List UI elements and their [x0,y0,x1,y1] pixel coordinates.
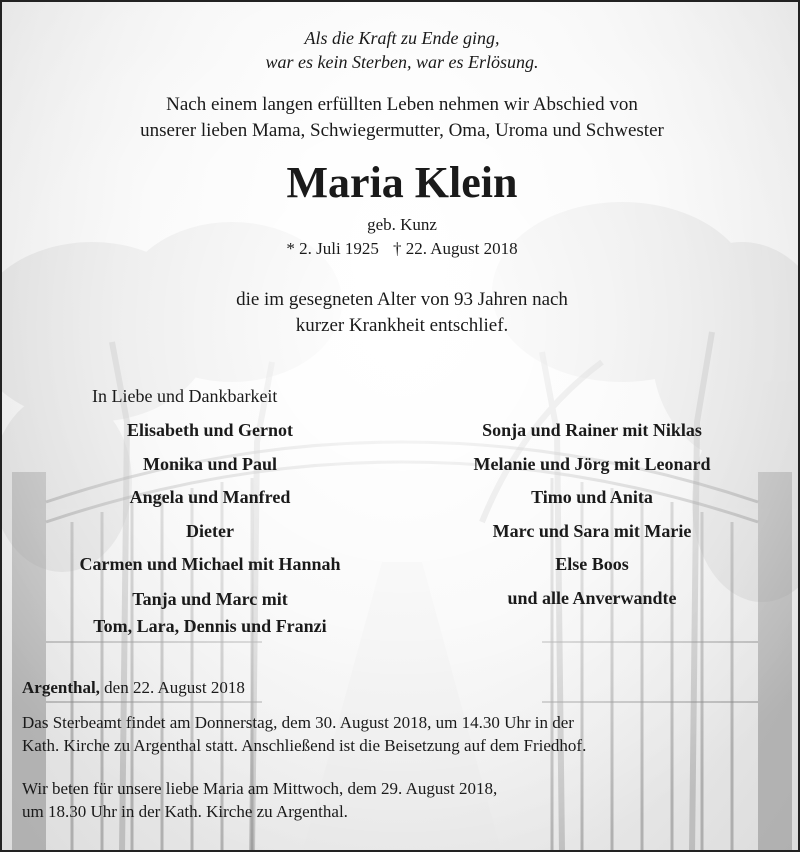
age-line: kurzer Krankheit entschlief. [295,315,509,336]
intro-line: unserer lieben Mama, Schwiegermutter, Oma, Uroma und Schwester [140,120,664,141]
death-date: † 22. August 2018 [392,239,518,258]
mourners-right-column [402,414,782,615]
service-line: Kath. Kirche zu Argenthal statt. Anschließend ist die Beisetzung auf dem Friedhof. [22,736,587,755]
notice-date: den 22. August 2018 [99,678,245,697]
mourner-entry: Timo und Anita [531,487,653,507]
life-dates [2,238,800,260]
mourner-entry: Dieter [186,520,234,541]
mourner-entry-line: Tom, Lara, Dennis und Franzi [93,615,327,636]
intro-text [2,92,800,144]
mourner-entry: Sonja und Rainer mit Niklas [482,420,702,440]
mourner-entry: Elisabeth und Gernot [126,420,294,440]
intro-line: Nach einem langen erfüllten Leben nehmen wir Abschied von [166,94,638,115]
prayer-info [22,777,782,823]
service-info [22,711,782,757]
prayer-line: um 18.30 Uhr in der Kath. Kirche zu Argenthal. [22,802,348,821]
service-line: Das Sterbeamt findet am Donnerstag, dem 30. August 2018, um 14.30 Uhr in der [22,713,574,732]
mourner-entry [20,582,400,640]
prayer-line: Wir beten für unsere liebe Maria am Mittwoch, dem 29. August 2018, [22,779,498,798]
mourner-entry: Angela und Manfred [129,487,291,507]
place-date [22,676,782,699]
birth-date: * 2. Juli 1925 [286,239,379,258]
motto-verse [2,26,800,74]
deceased-name: Maria Klein [286,158,518,207]
mourner-entry: Marc und Sara mit Marie [492,520,692,541]
age-line: die im gesegneten Alter von 93 Jahren nach [236,289,568,310]
mourner-entry-line: Tanja und Marc mit [132,588,288,609]
maiden-name: geb. Kunz [367,215,437,234]
mourner-entry: Melanie und Jörg mit Leonard [473,453,711,474]
motto-line: Als die Kraft zu Ende ging, [304,28,500,48]
place-name: Argenthal, [22,678,100,697]
mourner-entry: und alle Anverwandte [507,587,677,608]
mourner-entry: Monika und Paul [142,453,278,474]
mourner-entry: Else Boos [555,554,629,574]
mourners-left-column [20,414,400,640]
thanks-heading: In Liebe und Dankbarkeit [92,386,278,406]
motto-line: war es kein Sterben, war es Erlösung. [265,52,539,72]
age-text [2,287,800,339]
mourner-entry: Carmen und Michael mit Hannah [79,554,341,574]
